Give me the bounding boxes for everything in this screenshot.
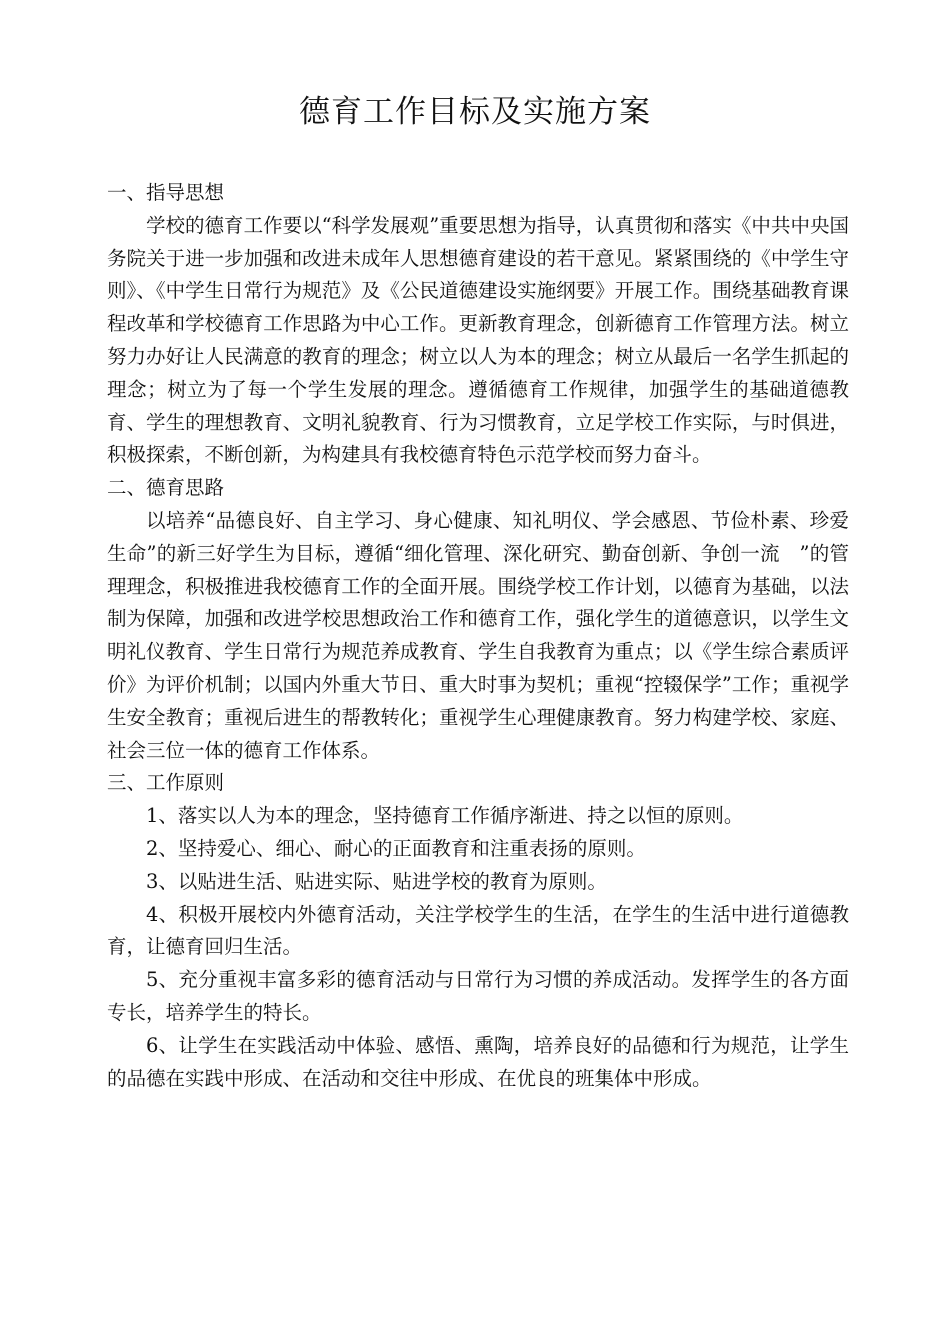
principle-item: 4、积极开展校内外德育活动，关注学校学生的生活，在学生的生活中进行道德教育，让德育回归生活。 (107, 902, 849, 959)
body-paragraph: 以培养“品德良好、自主学习、身心健康、知礼明仪、学会感恩、节俭朴素、珍爱生命”的新三好学生为目标，遵循“细化管理、深化研究、勤奋创新、争创一流 ”的管理理念，积极推进我校德育工作的全面开展。围绕学校工作计划，以德育为基础，以法制为保障，加强和改进学校思想政治工作和德育工作，强化学生的道德意识，以学生文明礼仪教育、学生日常行为规范养成教育、学生自我教育为重点；以《学生综合素质评价》为评价机制；以国内外重大节日、重大时事为契机；重视“控辍保学”工作；重视学生安全教育；重视后进生的帮教转化；重视学生心理健康教育。努力构建学校、家庭、社会三位一体的德育工作体系。 (107, 508, 849, 762)
section-moral-education-approach (107, 472, 849, 767)
section-guiding-ideology (107, 177, 849, 472)
document-body (107, 177, 849, 1095)
principle-item: 1、落实以人为本的理念，坚持德育工作循序渐进、持之以恒的原则。 (146, 804, 744, 828)
document-title: 德育工作目标及实施方案 (299, 94, 651, 130)
section-heading: 三、工作原则 (107, 771, 225, 795)
section-heading: 一、指导思想 (107, 181, 225, 204)
section-heading: 二、德育思路 (107, 476, 225, 500)
principle-item: 6、让学生在实践活动中体验、感悟、熏陶，培养良好的品德和行为规范，让学生的品德在实践中形成、在活动和交往中形成、在优良的班集体中形成。 (107, 1033, 849, 1090)
body-paragraph: 学校的德育工作要以“科学发展观”重要思想为指导，认真贯彻和落实《中共中央国务院关于进一步加强和改进未成年人思想德育建设的若干意见。紧紧围绕的《中学生守则》、《中学生日常行为规范》及《公民道德建设实施纲要》开展工作。围绕基础教育课程改革和学校德育工作思路为中心工作。更新教育理念，创新德育工作管理方法。树立努力办好让人民满意的教育的理念；树立以人为本的理念；树立从最后一名学生抓起的理念；树立为了每一个学生发展的理念。遵循德育工作规律，加强学生的基础道德教育、学生的理想教育、文明礼貌教育、行为习惯教育，立足学校工作实际，与时俱进，积极探索，不断创新，为构建具有我校德育特色示范学校而努力奋斗。 (107, 213, 849, 467)
principle-item: 5、充分重视丰富多彩的德育活动与日常行为习惯的养成活动。发挥学生的各方面专长，培养学生的特长。 (107, 968, 849, 1024)
principle-item: 3、以贴进生活、贴进实际、贴进学校的教育为原则。 (146, 869, 607, 893)
section-working-principles (107, 767, 849, 1095)
principle-item: 2、坚持爱心、细心、耐心的正面教育和注重表扬的原则。 (146, 836, 646, 860)
